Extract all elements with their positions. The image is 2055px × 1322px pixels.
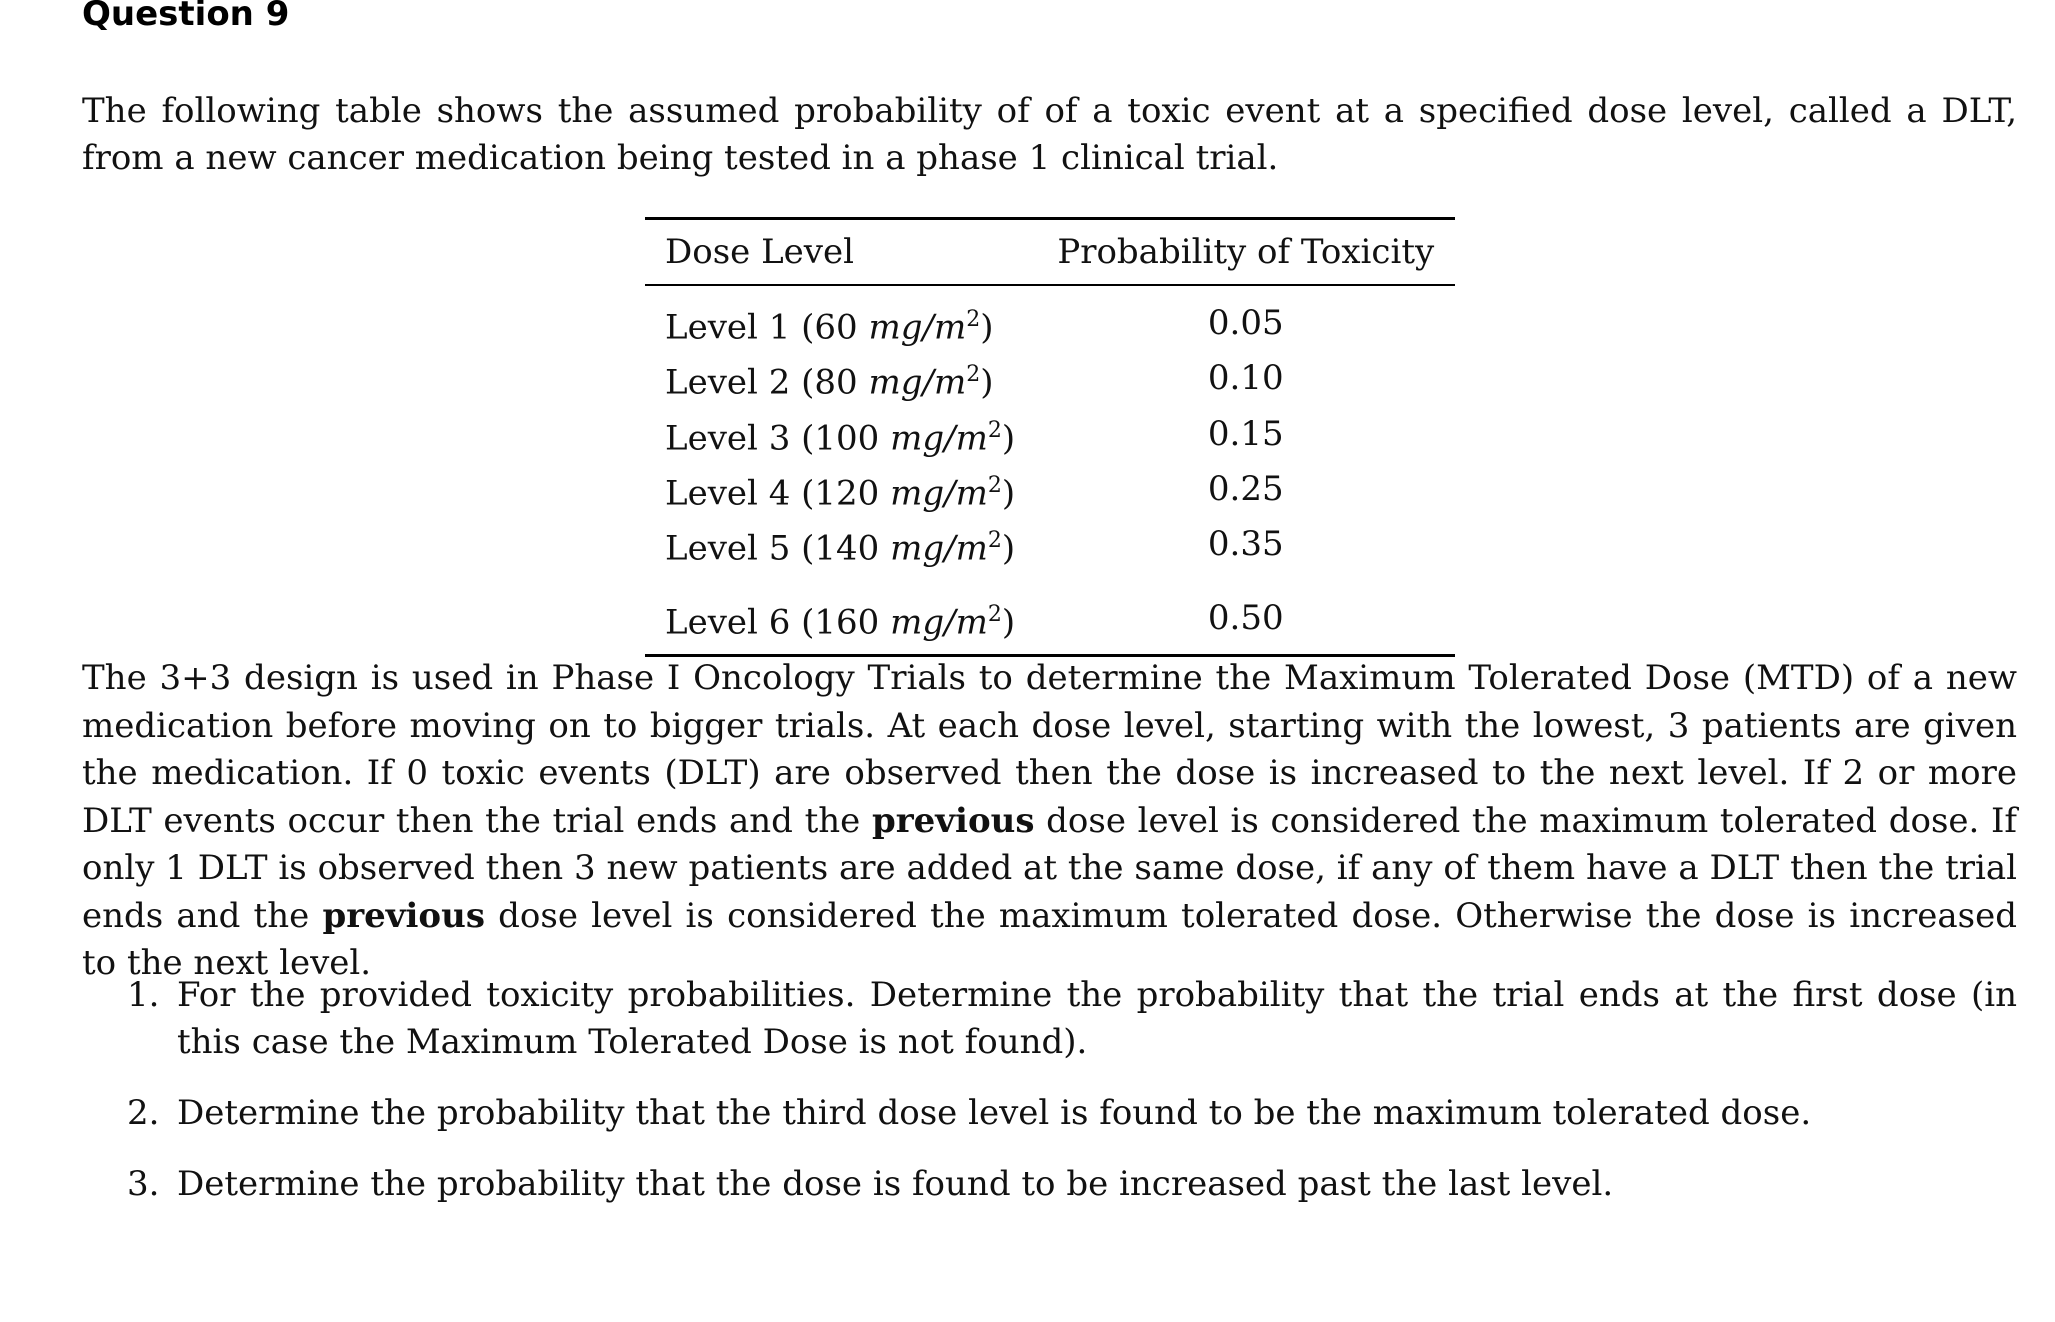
dose-level-label: Level 5 bbox=[665, 528, 791, 569]
probability-cell: 0.35 bbox=[1207, 524, 1284, 565]
question-number: 2. bbox=[127, 1093, 160, 1133]
dose-unit-exponent: 2 bbox=[987, 528, 1002, 554]
dose-unit-exponent: 2 bbox=[987, 472, 1002, 498]
description-part-3: dose level is considered the maximum tolerated dose. Otherwise the dose is increased to the next level. bbox=[82, 895, 2017, 983]
toxicity-table-container bbox=[645, 217, 1455, 657]
dose-level-label: Level 3 bbox=[665, 417, 791, 458]
question-number: 1. bbox=[127, 975, 160, 1015]
dose-unit-exponent: 2 bbox=[966, 362, 981, 388]
dose-level-cell: Level 5 (140 $mg/m^2$) bbox=[665, 528, 1016, 569]
question-number: 3. bbox=[127, 1164, 160, 1204]
dose-unit-exponent: 2 bbox=[987, 417, 1002, 443]
dose-unit: mg/m bbox=[890, 528, 988, 569]
dose-level-cell: Level 6 (160 $mg/m^2$) bbox=[665, 601, 1016, 642]
question-item bbox=[82, 972, 2017, 1066]
description-paragraph bbox=[82, 655, 2017, 988]
probability-cell: 0.25 bbox=[1207, 469, 1284, 510]
question-text: Determine the probability that the dose is found to be increased past the last level. bbox=[177, 1164, 1614, 1204]
table-row bbox=[645, 573, 1455, 656]
header-probability: Probability of Toxicity bbox=[1057, 232, 1435, 272]
dose-amount: 60 bbox=[814, 307, 858, 348]
table-row bbox=[645, 517, 1455, 572]
table-row bbox=[645, 351, 1455, 406]
probability-cell: 0.15 bbox=[1207, 413, 1284, 454]
description-part-2: dose level is considered the maximum tolerated dose. If only 1 DLT is observed then 3 new patients are added at the same dose, if any of them have a DLT then the trial ends and the bbox=[82, 800, 2018, 936]
dose-amount: 160 bbox=[814, 601, 880, 642]
question-list bbox=[82, 972, 2017, 1232]
question-title: Question 9 bbox=[82, 0, 290, 34]
dose-amount: 120 bbox=[814, 473, 880, 514]
question-item bbox=[82, 1161, 2017, 1208]
question-text: Determine the probability that the third dose level is found to be the maximum tolerated dose. bbox=[177, 1093, 1812, 1133]
table-row bbox=[645, 462, 1455, 517]
probability-cell: 0.50 bbox=[1207, 597, 1284, 638]
dose-unit: mg/m bbox=[868, 307, 967, 348]
intro-paragraph: The following table shows the assumed probability of of a toxic event at a specified dose level, called a DLT, from a new cancer medication being tested in a phase 1 clinical trial. bbox=[82, 91, 2017, 178]
dose-level-label: Level 4 bbox=[665, 473, 791, 514]
table-row bbox=[645, 407, 1455, 462]
dose-level-cell: Level 3 (100 $mg/m^2$) bbox=[665, 417, 1016, 458]
dose-amount: 140 bbox=[814, 528, 880, 569]
table-header-row bbox=[645, 219, 1455, 286]
dose-level-label: Level 6 bbox=[665, 601, 791, 642]
dose-unit: mg/m bbox=[890, 601, 988, 642]
dose-level-cell: Level 2 (80 $mg/m^2$) bbox=[665, 362, 994, 403]
dose-level-cell: Level 1 (60 $mg/m^2$) bbox=[665, 307, 994, 348]
table-row bbox=[645, 285, 1455, 351]
dose-amount: 80 bbox=[814, 362, 858, 403]
dose-unit: mg/m bbox=[890, 473, 988, 514]
dose-unit-exponent: 2 bbox=[966, 307, 981, 332]
dose-level-label: Level 1 bbox=[665, 307, 791, 348]
header-dose-level: Dose Level bbox=[665, 232, 855, 272]
dose-unit: mg/m bbox=[868, 362, 967, 403]
question-item bbox=[82, 1090, 2017, 1137]
toxicity-table bbox=[645, 217, 1455, 657]
probability-cell: 0.05 bbox=[1207, 303, 1284, 344]
dose-amount: 100 bbox=[814, 417, 880, 458]
dose-level-label: Level 2 bbox=[665, 362, 791, 403]
dose-unit-exponent: 2 bbox=[987, 601, 1002, 627]
dose-level-cell: Level 4 (120 $mg/m^2$) bbox=[665, 472, 1016, 514]
probability-cell: 0.10 bbox=[1207, 358, 1284, 399]
question-text: For the provided toxicity probabilities. Determine the probability that the trial ends at the first dose (in this case the Maximum Tolerated Dose is not found). bbox=[177, 975, 2017, 1062]
dose-unit: mg/m bbox=[890, 417, 988, 458]
table-body bbox=[645, 285, 1455, 655]
description-bold-previous-1: previous bbox=[871, 800, 1035, 841]
description-bold-previous-2: previous bbox=[322, 895, 485, 936]
description-part-1: The 3+3 design is used in Phase I Oncology Trials to determine the Maximum Tolerated Dose (MTD) of a new medication before moving on to bigger trials. At each dose level, starting with the lowest, 3 patients are given the medication. If 0 toxic events (DLT) are observed then the dose is increased to the next level. If 2 or more DLT events occur then the trial ends and the bbox=[82, 658, 2017, 841]
